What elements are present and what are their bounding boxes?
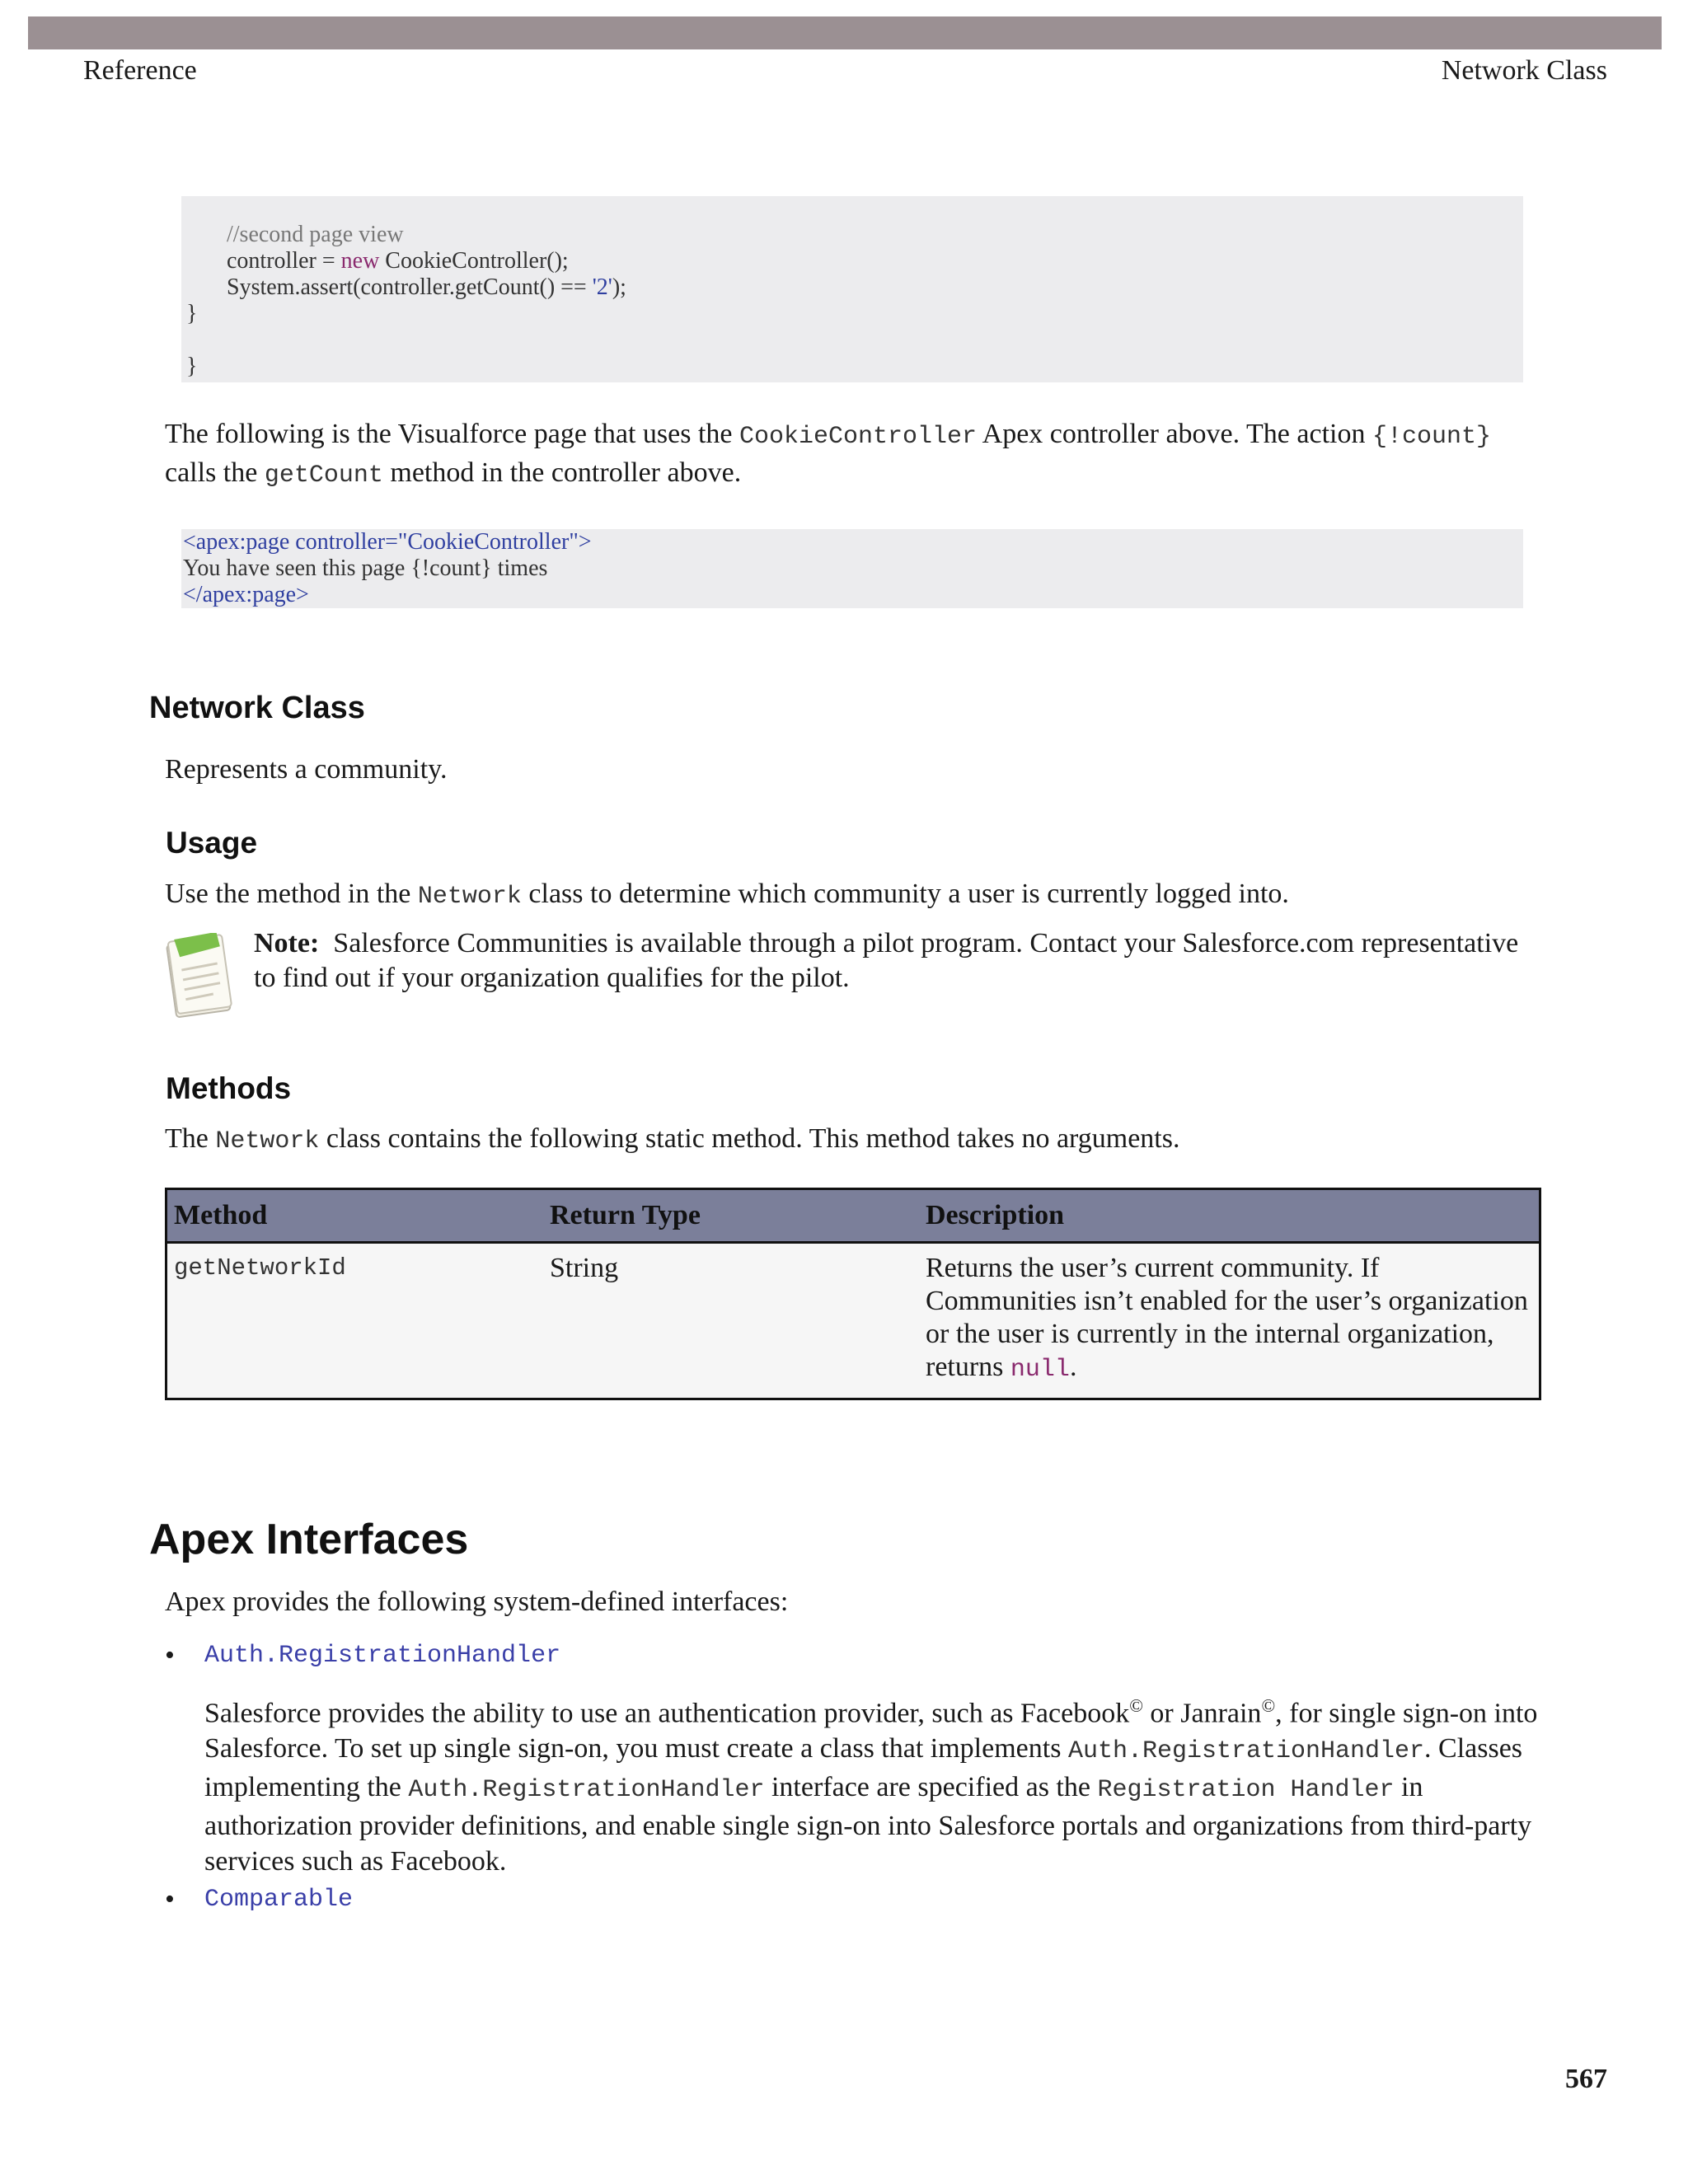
interfaces-intro: Apex provides the following system-defined interfaces: (165, 1586, 789, 1617)
bullet-icon: • (165, 1640, 175, 1671)
registration-handler-description: Salesforce provides the ability to use an authentication provider, such as Facebook© or Janrain©, for single sign-on into Salesforce. To set up single sign-on, you must create a class that implements Auth.RegistrationHandler. Classes implementing the Auth.RegistrationHandler interface are specified as the Registration Handler in authorization provider definitions, and enable single sign-on into Salesforce portals and organizations from third-party services such as Facebook. (204, 1695, 1538, 1877)
section-heading-network-class: Network Class (149, 691, 365, 725)
note-callout: Note: Salesforce Communities is available through a pilot program. Contact your Salesforce.com representative to find out if your organization qualifies for the pilot. (254, 928, 1519, 993)
page-number: 567 (1565, 2064, 1607, 2094)
header-section-title: Reference (83, 55, 197, 86)
code-line: System.assert(controller.getCount() == '2'); (227, 274, 626, 300)
subsection-heading-usage: Usage (166, 826, 258, 860)
methods-table (165, 1188, 1541, 1400)
table-header-row (166, 1189, 1540, 1243)
cell-method: getNetworkId (166, 1243, 544, 1399)
subsection-heading-methods: Methods (166, 1071, 292, 1105)
header-bar (28, 16, 1662, 49)
code-line: //second page view (227, 222, 404, 247)
code-line: controller = new CookieController(); (227, 248, 569, 274)
code-block-cookie-test (181, 196, 1523, 382)
note-icon (165, 933, 236, 1024)
usage-paragraph: Use the method in the Network class to determine which community a user is currently logged into. (165, 879, 1289, 911)
column-header-method: Method (166, 1189, 544, 1243)
chapter-heading-apex-interfaces: Apex Interfaces (149, 1516, 469, 1563)
code-line: </apex:page> (183, 582, 309, 607)
bullet-icon: • (165, 1884, 175, 1915)
list-item-registration-handler (165, 1640, 561, 1671)
code-line: You have seen this page {!count} times (183, 555, 548, 581)
link-comparable[interactable]: Comparable (204, 1886, 354, 1914)
intro-paragraph: The following is the Visualforce page that uses the CookieController Apex controller above. The action {!count} calls the getCount method in the controller above. (165, 419, 1491, 490)
column-header-return-type: Return Type (543, 1189, 919, 1243)
table-row (166, 1243, 1540, 1399)
network-description: Represents a community. (165, 754, 448, 785)
link-auth-registration-handler[interactable]: Auth.RegistrationHandler (204, 1642, 561, 1670)
header-chapter-title: Network Class (1441, 55, 1607, 86)
code-block-visualforce (181, 529, 1523, 608)
cell-return-type: String (543, 1243, 919, 1399)
column-header-description: Description (919, 1189, 1540, 1243)
code-line: } (186, 301, 198, 326)
code-line: <apex:page controller="CookieController"> (183, 529, 592, 555)
methods-paragraph: The Network class contains the following static method. This method takes no arguments. (165, 1123, 1180, 1155)
code-line: } (186, 354, 198, 379)
cell-description: Returns the user’s current community. If Communities isn’t enabled for the user’s organization or the user is currently in the internal organization, returns null. (919, 1243, 1540, 1399)
list-item-comparable (165, 1884, 354, 1915)
